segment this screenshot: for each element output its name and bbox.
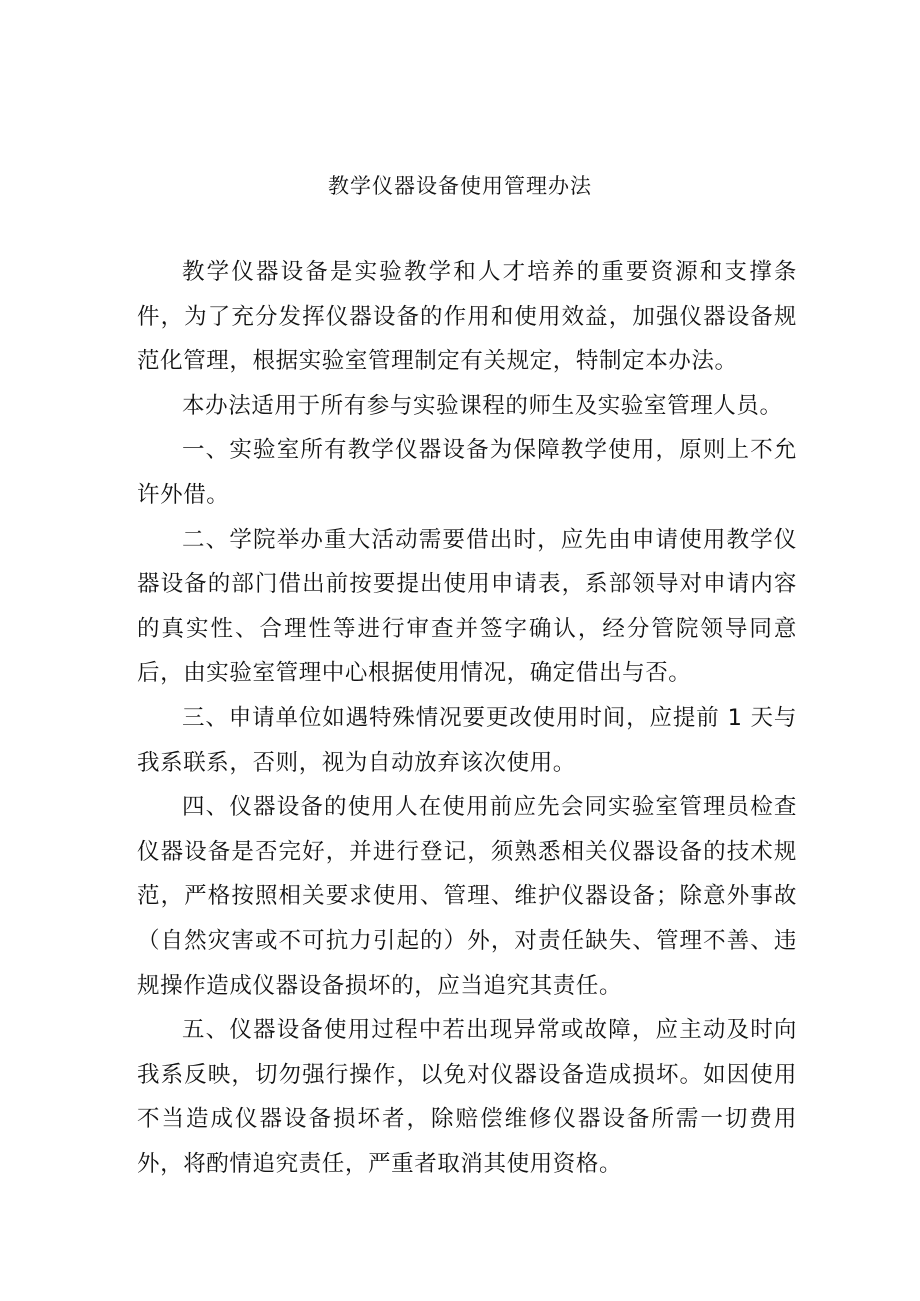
paragraph-article-2: 二、学院举办重大活动需要借出时，应先由申请使用教学仪器设备的部门借出前按要提出使用申请表，系部领导对申请内容的真实性、合理性等进行审查并签字确认，经分管院领导同意后，由实验室管理中心根据使用情况，确定借出与否。 bbox=[137, 526, 797, 687]
paragraph-article-3: 三、申请单位如遇特殊情况要更改使用时间，应提前 1 天与我系联系，否则，视为自动放弃该次使用。 bbox=[137, 704, 797, 776]
paragraph-article-1: 一、实验室所有教学仪器设备为保障教学使用，原则上不允许外借。 bbox=[137, 437, 797, 508]
document-title: 教学仪器设备使用管理办法 bbox=[328, 174, 592, 198]
paragraph-article-4: 四、仪器设备的使用人在使用前应先会同实验室管理员检查仪器设备是否完好，并进行登记，须熟悉相关仪器设备的技术规范，严格按照相关要求使用、管理、维护仪器设备；除意外事故（自然灾害或不可抗力引起的）外，对责任缺失、管理不善、违规操作造成仪器设备损坏的，应当追究其责任。 bbox=[137, 794, 797, 999]
document-body bbox=[137, 250, 797, 1186]
paragraph-article-5: 五、仪器设备使用过程中若出现异常或故障，应主动及时向我系反映，切勿强行操作，以免对仪器设备造成损坏。如因使用不当造成仪器设备损坏者，除赔偿维修仪器设备所需一切费用外，将酌情追究责任，严重者取消其使用资格。 bbox=[137, 1017, 797, 1177]
paragraph-intro: 教学仪器设备是实验教学和人才培养的重要资源和支撑条件，为了充分发挥仪器设备的作用和使用效益，加强仪器设备规范化管理，根据实验室管理制定有关规定，特制定本办法。 bbox=[137, 259, 797, 375]
paragraph-scope: 本办法适用于所有参与实验课程的师生及实验室管理人员。 bbox=[182, 392, 783, 419]
